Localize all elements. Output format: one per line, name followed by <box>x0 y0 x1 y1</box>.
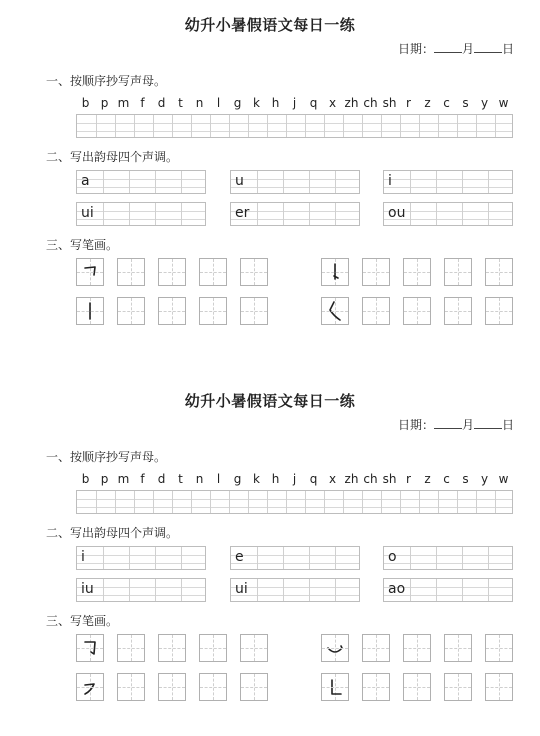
stroke-practice-cell[interactable] <box>403 297 431 325</box>
initial-letter: z <box>424 472 431 486</box>
stroke-practice-cell[interactable] <box>485 673 513 701</box>
stroke-practice-cell[interactable] <box>117 297 145 325</box>
stroke-model-cell <box>321 634 349 662</box>
initial-letter: m <box>117 472 130 486</box>
stroke-practice-cell[interactable] <box>403 673 431 701</box>
stroke-shu-icon <box>77 298 103 324</box>
worksheet-2 <box>0 376 540 736</box>
stroke-practice-cell[interactable] <box>444 673 472 701</box>
initial-letter: b <box>81 472 90 486</box>
stroke-hengzhe-icon <box>77 259 103 285</box>
final-writing-grid[interactable] <box>230 202 360 226</box>
initial-letter: zh <box>344 96 359 110</box>
initial-letter: ch <box>363 472 378 486</box>
final-writing-grid[interactable] <box>230 170 360 194</box>
stroke-hengzhegou-icon <box>77 635 103 661</box>
initial-letter: sh <box>382 472 397 486</box>
date-line <box>398 416 514 433</box>
stroke-model-cell <box>321 258 349 286</box>
stroke-practice-cell[interactable] <box>485 297 513 325</box>
initial-letter: r <box>406 96 411 110</box>
final-writing-grid[interactable] <box>383 170 513 194</box>
stroke-practice-cell[interactable] <box>240 297 268 325</box>
final-label: i <box>388 173 392 189</box>
date-label: 日期： <box>397 418 434 432</box>
stroke-practice-cell[interactable] <box>158 258 186 286</box>
initial-letter: w <box>498 472 509 486</box>
month-label: 月 <box>461 42 474 56</box>
stroke-model-cell <box>76 634 104 662</box>
initial-letter: k <box>253 472 260 486</box>
worksheet-title: 幼升小暑假语文每日一练 <box>184 392 356 410</box>
initial-letter: s <box>462 96 469 110</box>
worksheet-title: 幼升小暑假语文每日一练 <box>184 16 356 34</box>
final-writing-grid[interactable] <box>230 578 360 602</box>
initials-row <box>76 472 513 486</box>
section-3-heading: 三、写笔画。 <box>46 238 119 252</box>
stroke-practice-cell[interactable] <box>117 258 145 286</box>
initial-letter: r <box>406 472 411 486</box>
month-blank[interactable] <box>434 42 462 53</box>
stroke-practice-cell[interactable] <box>158 634 186 662</box>
final-label: a <box>81 173 90 189</box>
initial-letter: j <box>292 472 297 486</box>
stroke-pie-dian-icon <box>322 298 348 324</box>
initial-letter: g <box>233 472 242 486</box>
final-label: ui <box>235 581 248 597</box>
final-label: ou <box>388 205 406 221</box>
initial-letter: sh <box>382 96 397 110</box>
stroke-practice-cell[interactable] <box>362 258 390 286</box>
month-blank[interactable] <box>434 418 462 429</box>
stroke-shuzhe-icon <box>322 259 348 285</box>
initial-letter: y <box>480 96 489 110</box>
initial-letter: n <box>195 96 204 110</box>
initial-letter: l <box>216 472 221 486</box>
stroke-practice-cell[interactable] <box>403 634 431 662</box>
stroke-model-cell <box>321 297 349 325</box>
initial-letter: f <box>140 96 145 110</box>
final-label: ao <box>388 581 406 597</box>
stroke-model-cell <box>76 258 104 286</box>
stroke-model-cell <box>76 673 104 701</box>
day-blank[interactable] <box>474 418 502 429</box>
date-label: 日期： <box>397 42 434 56</box>
stroke-practice-cell[interactable] <box>199 634 227 662</box>
initial-letter: h <box>271 96 280 110</box>
final-label: er <box>235 205 250 221</box>
month-label: 月 <box>461 418 474 432</box>
initials-writing-grid[interactable] <box>76 490 513 514</box>
stroke-wogou-icon <box>322 635 348 661</box>
initial-letter: f <box>140 472 145 486</box>
stroke-practice-cell[interactable] <box>444 297 472 325</box>
initial-letter: g <box>233 96 242 110</box>
initial-letter: n <box>195 472 204 486</box>
initial-letter: j <box>292 96 297 110</box>
stroke-model-cell <box>321 673 349 701</box>
final-label: u <box>235 173 244 189</box>
initial-letter: b <box>81 96 90 110</box>
stroke-practice-cell[interactable] <box>362 673 390 701</box>
initial-letter: k <box>253 96 260 110</box>
stroke-practice-cell[interactable] <box>362 634 390 662</box>
final-label: ui <box>81 205 94 221</box>
final-writing-grid[interactable] <box>383 202 513 226</box>
final-writing-grid[interactable] <box>230 546 360 570</box>
day-label: 日 <box>501 42 514 56</box>
stroke-practice-cell[interactable] <box>444 258 472 286</box>
initial-letter: ch <box>363 96 378 110</box>
stroke-practice-cell[interactable] <box>117 634 145 662</box>
section-1-heading: 一、按顺序抄写声母。 <box>46 450 167 464</box>
initial-letter: d <box>157 96 166 110</box>
stroke-practice-cell[interactable] <box>485 634 513 662</box>
stroke-practice-cell[interactable] <box>199 673 227 701</box>
stroke-practice-cell[interactable] <box>158 673 186 701</box>
final-label: o <box>388 549 397 565</box>
stroke-model-cell <box>76 297 104 325</box>
final-label: iu <box>81 581 94 597</box>
initial-letter: t <box>178 472 183 486</box>
initial-letter: y <box>480 472 489 486</box>
initials-row <box>76 96 513 110</box>
initial-letter: z <box>424 96 431 110</box>
final-writing-grid[interactable] <box>383 546 513 570</box>
stroke-practice-cell[interactable] <box>158 297 186 325</box>
initial-letter: t <box>178 96 183 110</box>
initial-letter: c <box>443 472 450 486</box>
day-blank[interactable] <box>474 42 502 53</box>
initial-letter: p <box>100 96 109 110</box>
stroke-practice-cell[interactable] <box>444 634 472 662</box>
stroke-practice-cell[interactable] <box>362 297 390 325</box>
initial-letter: q <box>309 96 318 110</box>
final-writing-grid[interactable] <box>76 170 206 194</box>
stroke-hengpie-icon <box>77 674 103 700</box>
stroke-shuzhe-icon <box>322 674 348 700</box>
section-3-heading: 三、写笔画。 <box>46 614 119 628</box>
stroke-practice-cell[interactable] <box>199 258 227 286</box>
stroke-practice-cell[interactable] <box>403 258 431 286</box>
section-1-heading: 一、按顺序抄写声母。 <box>46 74 167 88</box>
stroke-practice-cell[interactable] <box>240 258 268 286</box>
initial-letter: x <box>328 96 337 110</box>
worksheet-1 <box>0 0 540 360</box>
date-line <box>398 40 514 57</box>
final-label: e <box>235 549 244 565</box>
initial-letter: x <box>328 472 337 486</box>
stroke-practice-cell[interactable] <box>485 258 513 286</box>
initial-letter: zh <box>344 472 359 486</box>
stroke-practice-cell[interactable] <box>240 634 268 662</box>
section-2-heading: 二、写出韵母四个声调。 <box>46 150 179 164</box>
stroke-practice-cell[interactable] <box>117 673 145 701</box>
initial-letter: d <box>157 472 166 486</box>
initial-letter: h <box>271 472 280 486</box>
final-writing-grid[interactable] <box>76 546 206 570</box>
initials-writing-grid[interactable] <box>76 114 513 138</box>
stroke-practice-cell[interactable] <box>199 297 227 325</box>
initial-letter: m <box>117 96 130 110</box>
initial-letter: l <box>216 96 221 110</box>
initial-letter: q <box>309 472 318 486</box>
final-writing-grid[interactable] <box>76 202 206 226</box>
initial-letter: w <box>498 96 509 110</box>
initial-letter: s <box>462 472 469 486</box>
final-writing-grid[interactable] <box>383 578 513 602</box>
final-label: i <box>81 549 85 565</box>
final-writing-grid[interactable] <box>76 578 206 602</box>
day-label: 日 <box>501 418 514 432</box>
initial-letter: p <box>100 472 109 486</box>
stroke-practice-cell[interactable] <box>240 673 268 701</box>
section-2-heading: 二、写出韵母四个声调。 <box>46 526 179 540</box>
initial-letter: c <box>443 96 450 110</box>
